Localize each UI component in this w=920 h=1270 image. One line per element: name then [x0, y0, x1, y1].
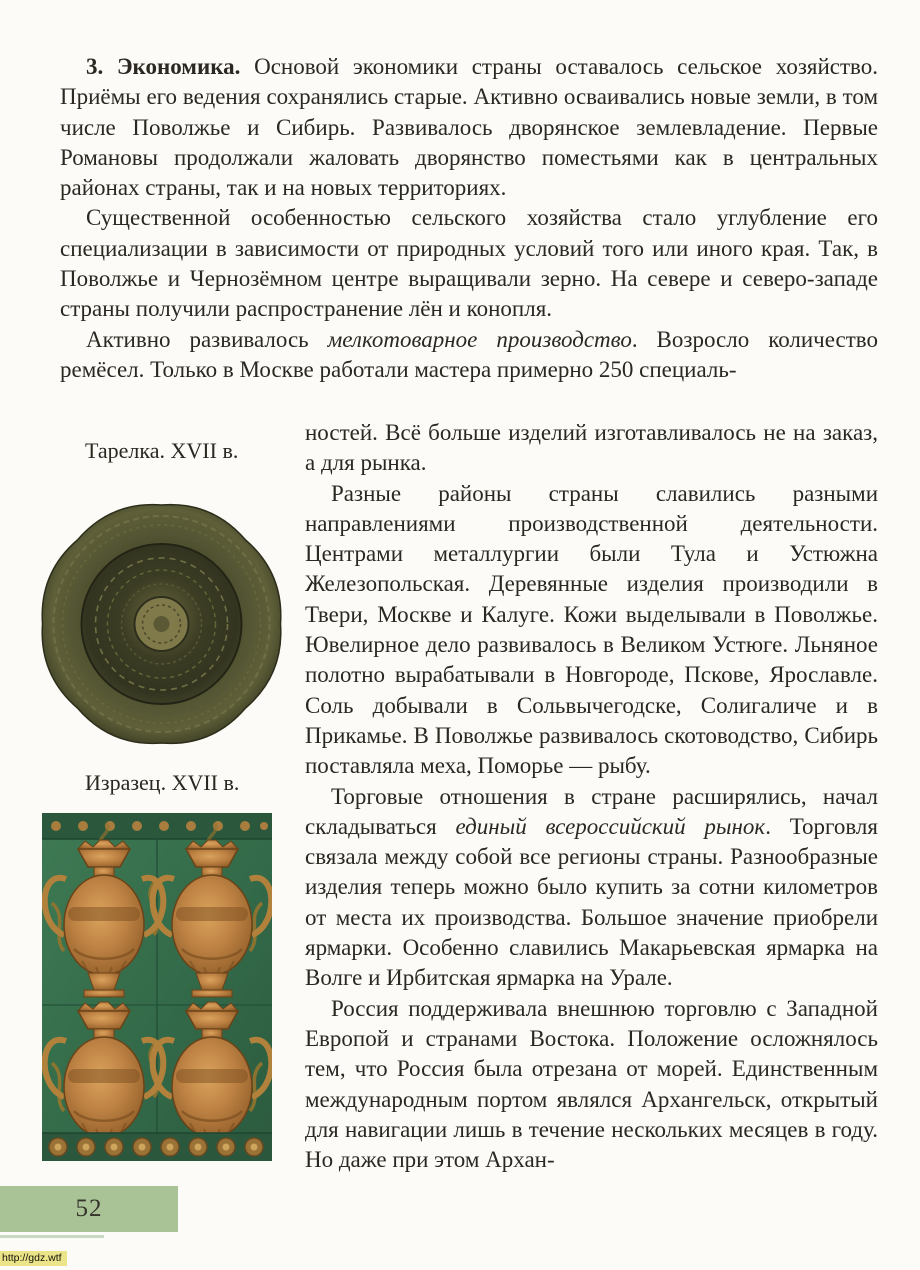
page-number-bar	[0, 1186, 178, 1232]
watermark-url: http://gdz.wtf	[0, 1251, 67, 1266]
term-small-scale-production: мелкотоварное производство	[327, 326, 632, 352]
paragraph-crafts-start: Активно развивалось	[86, 326, 328, 352]
tile-illustration	[42, 813, 272, 1161]
plate-illustration	[38, 487, 285, 759]
paragraph-economy-intro-text: Основой экономики страны оставалось сельское хозяйство. Приёмы его ведения сохранялись старые. Активно осваивались новые земли, в том числе Поволжье и Сибирь. Развивалось дворянское землевладение. Первые Романовы продолжали жаловать дворянство поместьями как в центральных районах страны, так и на новых территориях.	[60, 54, 879, 201]
paragraph-trade-rest: . Торговля связала между собой все регионы страны. Разнообразные изделия теперь можно было купить за сотни километров от места их производства. Большое значение приобрели ярмарки. Особенно славились Макарьевская ярмарка на Волге и Ирбитская ярмарка на Урале.	[305, 813, 878, 991]
right-text-column	[305, 418, 878, 1175]
tile-image	[42, 813, 272, 1161]
paragraph-trade-start: Торговые отношения в стране расширялись, начал складываться	[305, 783, 878, 839]
paragraph-regions: Разные районы страны славились разными направлениями производственной деятельности. Центрами металлургии были Тула и Устюжна Железопольская. Деревянные изделия производили в Твери, Москве и Калуге. Кожи выделывали в Поволжье. Ювелирное дело развивалось в Великом Устюге. Льняное полотно вырабатывали в Новгороде, Пскове, Ярославле. Соль добывали в Сольвычегодске, Солигаличе и в Прикамье. В Поволжье развивалось скотоводство, Сибирь поставляла меха, Поморье — рыбу.	[305, 480, 878, 779]
paragraph-economy-intro	[60, 52, 878, 203]
paragraph-trade	[305, 782, 878, 994]
plate-image	[38, 487, 285, 759]
term-all-russian-market: единый всероссийский рынок	[455, 813, 766, 839]
paragraph-specialization: Существенной особенностью сельского хозяйства стало углубление его специализации в зависимости от природных условий того или иного края. Так, в Поволжье и Чернозёмном центре выращивали зерно. На севере и северо-западе страны получили распространение лён и конопля.	[60, 205, 878, 322]
page-number-bar-shadow	[0, 1235, 104, 1238]
paragraph-foreign-trade: Россия поддерживала внешнюю торговлю с Западной Европой и странами Востока. Положение осложнялось тем, что Россия была отрезана от морей. Единственным международным портом являлся Архангельск, открытый для навигации лишь в течение нескольких месяцев в году. Но даже при этом Архан-	[305, 995, 878, 1173]
paragraph-crafts-rest: . Возросло количество ремёсел. Только в Москве работали мастера примерно 250 специаль-	[60, 326, 878, 382]
caption-tile: Изразец. XVII в.	[85, 770, 240, 795]
caption-plate: Тарелка. XVII в.	[85, 438, 239, 463]
paragraph-crafts	[60, 325, 878, 386]
paragraph-crafts-continued: ностей. Всё больше изделий изготавливалось не на заказ, а для рынка.	[305, 420, 878, 476]
top-text-block	[60, 52, 878, 385]
section-heading: 3. Экономика.	[86, 54, 241, 79]
page-number: 52	[75, 1195, 103, 1222]
